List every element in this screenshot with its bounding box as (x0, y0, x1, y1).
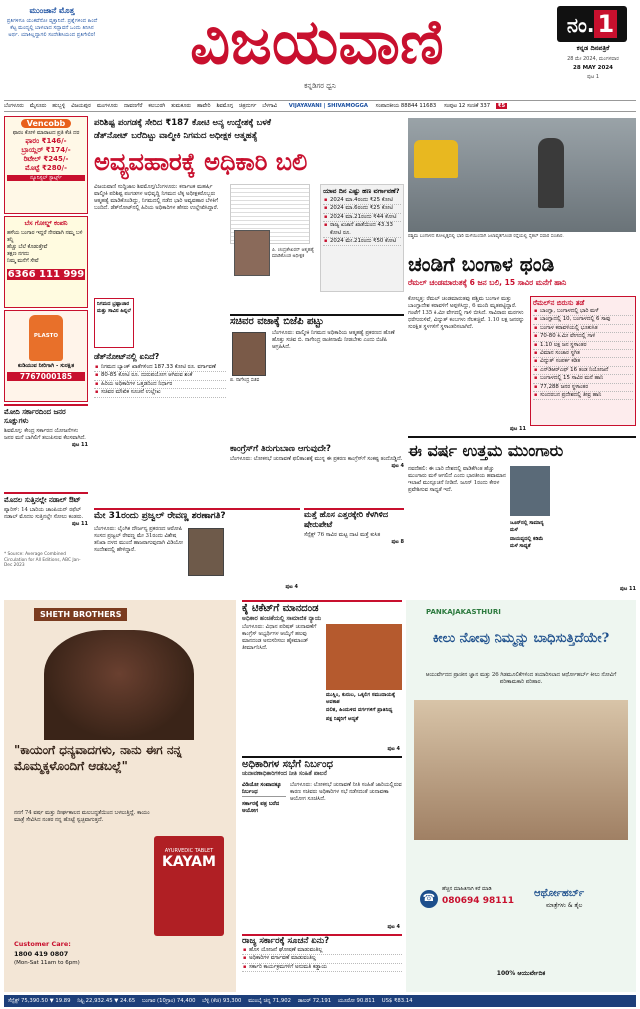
care-label: Customer Care: (14, 940, 71, 948)
gold-point-0: ಹಳೆಯ ಬಂಗಾರ ಇದ್ದರೆ ನೇರವಾಗಿ ನಮ್ಮ ಬಳಿ ತನ್ನಿ (7, 230, 83, 243)
gold-point-2: ತಕ್ಷಣ ನಗದು (7, 251, 30, 257)
ticker-item: ಯೂರೋ 90.811 (337, 998, 375, 1004)
cyclone-box-item: ▪ ವಿಮಾನ ಸಂಚಾರ ಸ್ಥಗಿತ (533, 350, 633, 358)
cyclone-photo-caption: ಪಶ್ಚಿಮ ಬಂಗಾಳದ ಕೋಲ್ಕತ್ತದಲ್ಲಿ ಭಾರಿ ಮಳೆಯಿಂದಾಗಿ ಜಲಾವೃತಗೊಂಡ ರಸ್ತೆಯಲ್ಲಿ ಸೈಕಲ್ ಸವಾರ ಸಂಚಾರ. (408, 234, 564, 239)
badge-one: 1 (594, 10, 617, 38)
nav-item[interactable]: ತುಮಕೂರು (171, 103, 191, 109)
sidebar-title: ನಿಗಮದ ಭ್ರಷ್ಟಾಚಾರ ಮತ್ತು ಸಾವಿನ ಹಿನ್ನಲೆ (97, 301, 131, 314)
ticker-item: ಡಾಲರ್ 72,191 (297, 998, 332, 1004)
cyclist-shape (538, 138, 564, 208)
kai-photo (326, 624, 402, 690)
officers-page: ಪುಟ 4 (387, 924, 400, 930)
cyclone-photo (408, 118, 636, 232)
city-list (4, 103, 283, 109)
kai-sub: ಅಧಿಕಾರ ಹಂಚಿಕೆಯಲ್ಲಿ ಸಾಮಾಜಿಕ ನ್ಯಾಯ (242, 615, 322, 622)
nav-item[interactable]: ಶಿವಮೊಗ್ಗ (216, 103, 233, 109)
masthead (0, 0, 640, 100)
nav-item[interactable]: ದಾವಣಗೆರೆ (123, 103, 143, 109)
pankaja-headline: ಕೀಲು ನೋವು ನಿಮ್ಮನ್ನು ಬಾಧಿಸುತ್ತಿದೆಯೇ? (432, 631, 610, 646)
kai-list-item: ಮುಸ್ಲಿಂ, ಕುರುಬ, ಒಕ್ಕಲಿಗ ಸಮುದಾಯಕ್ಕೆ ಅವಕಾಶ (326, 692, 396, 705)
gold-point-3: ನಿಮ್ಮ ಮನೆಗೆ ಸೇವೆ (7, 258, 39, 264)
deathnote-item: ▪ ಹಿರಿಯ ಅಧಿಕಾರಿಗಳ ಒತ್ತಡದಿಂದ ನಿರ್ಧಾರ (94, 381, 226, 389)
rajya-item: ▪ ಹೊಸ ಯೋಜನೆ ಘೋಷಣೆ ಮಾಡುವಂತಿಲ್ಲ (242, 947, 402, 955)
gold-phone: 6366 111 999 (7, 269, 85, 280)
cyclone-box-item: ▪ 70-80 ಕಿ.ಮೀ ವೇಗದಲ್ಲಿ ಗಾಳಿ (533, 333, 633, 341)
monsoon-body: ನವದೆಹಲಿ: ಈ ಬಾರಿ ದೇಶದಲ್ಲಿ ವಾಡಿಕೆಗಿಂತ ಹೆಚ್ಚು ಮುಂಗಾರು ಮಳೆ ಆಗಲಿದೆ ಎಂದು ಭಾರತೀಯ ಹವಾಮಾನ ಇಲಾಖೆ ಮುನ್ಸೂಚನೆ ನೀಡಿದೆ. ಜೂನ್ 1ರಂದು ಕೇರಳ ಪ್ರವೇಶಿಸುವ ಸಾಧ್ಯತೆ ಇದೆ. (408, 466, 506, 493)
cyclone-box (530, 296, 636, 426)
congress-body: ಬೆಂಗಳೂರು: ಲೋಕಸಭೆ ಚುನಾವಣೆ ಫಲಿತಾಂಶಕ್ಕೆ ಮುನ್ನ ಈ ಪ್ರಕರಣ ಕಾಂಗ್ರೆಸ್‌ಗೆ ಸಂಕಷ್ಟ ತಂದೊಡ್ಡಿದೆ. (230, 456, 403, 462)
prajwal-title: ಮೇ 31ರಂದು ಪ್ರಜ್ವಲ್ ರೇವಣ್ಣ ಶರಣಾಗತಿ? (94, 511, 226, 521)
deathnote-item: ▪ ನಿಗಮದ ಬ್ಯಾಂಕ್ ಖಾತೆಗಳಿಂದ 187.33 ಕೋಟಿ ರೂ. ವರ್ಗಾವಣೆ (94, 364, 226, 372)
brief-nadal-page: ಪುಟ 11 (71, 521, 88, 527)
transfer-item: ▪ 2024 ಮಾ.4ರಂದು ₹25 ಕೋಟಿ (323, 197, 401, 205)
transfer-item: ▪ ರಾಜ್ಯ ಖಜಾನೆ ಖಾತೆಯಿಂದ 43.33 ಕೋಟಿ ರೂ. (323, 222, 401, 238)
monsoon-bullet: ವಾಯವ್ಯದಲ್ಲಿ ಕಡಿಮೆ ಮಳೆ ಸಾಧ್ಯತೆ (510, 536, 544, 549)
market-body: ಸೆನ್ಸೆಕ್ಸ್ 76 ಸಾವಿರ ಮಟ್ಟ ದಾಟಿ ಮತ್ತೆ ಕುಸಿತ (304, 532, 381, 538)
monsoon-headline: ಈ ವರ್ಷ ಉತ್ತಮ ಮುಂಗಾರು (408, 436, 636, 462)
left-column (4, 116, 88, 591)
photo2-caption: ಬಿ. ನಾಗೇಂದ್ರ ಸಚಿವ (230, 378, 260, 383)
date-en: 28 MAY 2024 (573, 65, 613, 71)
brief-modi-title: ಮೋದಿ ಸರ್ಕಾರದಿಂದ ಜನರ ಸೂಕ್ಷುಗಳು (4, 408, 66, 425)
vencobb-note: ನ್ಯೂನಿಸ್ಟಲ್ ಸ್ಟಾರ್ಟ್ಸ್ (7, 175, 85, 181)
tank-phone: 7767000185 (7, 372, 85, 381)
nav-item[interactable]: ಮೈಸೂರು (29, 103, 47, 109)
congress-title: ಕಾಂಗ್ರೆಸ್‌ಗೆ ತಿರುಗುಬಾಣ ಆಗುವುದೇ? (230, 444, 331, 454)
source-note: * Source: Average Combined Circulation for All Editions, ABC Jan-Dec 2023 (4, 552, 81, 568)
cyclone-box-item: ▪ 1.10 ಲಕ್ಷ ಜನ ಸ್ಥಳಾಂತರ (533, 342, 633, 350)
nav-item[interactable]: ಚಿತ್ರದುರ್ಗ (238, 103, 257, 109)
rajya-item: ▪ ಸರ್ಕಾರಿ ಕಾರ್ಯಕ್ರಮಗಳಿಗೆ ಅನುಮತಿ ಕಡ್ಡಾಯ (242, 964, 402, 972)
cyclone-box-item: ▪ ಬಾಂಗ್ಲಾ, ಬಂಗಾಳದಲ್ಲಿ ಭಾರಿ ಮಳೆ (533, 308, 633, 316)
kayam-name: KAYAM (162, 854, 216, 870)
promo-brand: ಮುಂಜಾನೆ ಮೊತ್ತ (29, 6, 75, 15)
kai-body: ಬೆಂಗಳೂರು: ವಿಧಾನ ಪರಿಷತ್ ಚುನಾವಣೆಗೆ ಕಾಂಗ್ರೆಸ್ ಅಭ್ಯರ್ಥಿಗಳ ಆಯ್ಕೆಗೆ ಹಲವು ಮಾನದಂಡ ಅನುಸರಿಸಲು ಹೈಕಮಾಂಡ್ ತೀರ್ಮಾನಿಸಿದೆ. (242, 624, 317, 651)
vencobb-price-0: ಫಾರಂ ₹146/- (25, 137, 67, 145)
kayam-pack (154, 836, 224, 936)
pankaja-product-sub: ಮಾತ್ರೆಗಳು & ತೈಲ (546, 902, 583, 909)
promo-text: ಪ್ರತಿಗಳಿಗೂ ಯುಕವೆನೋ ವ್ಯಕ್ತಾನಿದೆ. ಪ್ರಶ್ನೆಗಳಿಂದ ಹಿಂದೆ ಕೆಟ್ಟ ಮಂದ್ಯಲ್ಲಿ ಬಾಳಲಾದ ಸದ್ಭಾವನೆ ಒಂದು ತಿನಿಸಿನ ಅರ್ಥ. ಯಾಕಿಲ್ಲದ್ದಾಗಲಿ ಸಂದೇಶಿಸಿಯಂದ ಪ್ರತಿಗೇಲಿರ! (6, 18, 98, 38)
kai-list-item: ದಲಿತ, ಹಿಂದುಳಿದ ವರ್ಗಗಳಿಗೆ ಪ್ರಾತಿನಿಧ್ಯ (326, 707, 393, 713)
cyclone-box-item: ▪ 77,288 ಜನರ ಸ್ಥಳಾಂತರ (533, 384, 633, 392)
woman-photo (44, 630, 194, 740)
deathnote-title: ಡೆತ್‌ನೋಟ್‌ನಲ್ಲಿ ಏನಿದೆ? (94, 352, 160, 361)
cyclone-subhead: ರೆಮಲ್ ಚಂಡಮಾರುತಕ್ಕೆ 6 ಜನ ಬಲಿ, 15 ಸಾವಿರ ಮನೆಗೆ ಹಾನಿ (408, 278, 567, 287)
lead-body: ವಿಜಯವಾಣಿ ಸುದ್ದಿಜಾಲ ಶಿವಮೊಗ್ಗ/ಬೆಂಗಳೂರು: ಕರ್ನಾಟಕ ಮಹರ್ಷಿ ವಾಲ್ಮೀಕಿ ಪರಿಶಿಷ್ಟ ಪಂಗಡಗಳ ಅಭಿವೃದ್ಧಿ ನಿಗಮದ ಲೆಕ್ಕ ಅಧೀಕ್ಷಕರೊಬ್ಬರು ಆತ್ಮಹತ್ಯೆ ಮಾಡಿಕೊಂಡಿದ್ದು, ನಿಗಮದಲ್ಲಿ ನಡೆದ ಭಾರಿ ಅವ್ಯವಹಾರ ಬೆಳಕಿಗೆ ಬಂದಿದೆ. ಡೆತ್‌ನೋಟ್‌ನಲ್ಲಿ ಹಿರಿಯ ಅಧಿಕಾರಿಗಳ ಹೆಸರು ಉಲ್ಲೇಖಿಸಿದ್ದಾರೆ. (94, 184, 219, 211)
vencobb-price-3: ಮೊಟ್ಟೆ ₹280/- (25, 164, 67, 172)
masthead-title: ವಿಜಯವಾಣಿ (190, 5, 444, 78)
brief-modi (4, 404, 88, 492)
vencobb-price-2: ರಿಟೇಲ್ ₹245/- (23, 155, 69, 163)
tank-brand: PLASTO (33, 333, 59, 339)
prajwal-body: ಬೆಂಗಳೂರು: ಲೈಂಗಿಕ ದೌರ್ಜನ್ಯ ಪ್ರಕರಣದ ಆರೋಪಿ ಸಂಸದ ಪ್ರಜ್ವಲ್ ರೇವಣ್ಣ ಮೇ 31ರಂದು ವಿಶೇಷ ತನಿಖಾ ದಳದ ಮುಂದೆ ಹಾಜರಾಗುವುದಾಗಿ ವಿಡಿಯೋ ಸಂದೇಶದಲ್ಲಿ ಹೇಳಿದ್ದಾರೆ. (94, 526, 183, 553)
deathnote-box (94, 352, 226, 442)
cyclone-headline: ಚಂಡಿಗೆ ಬಂಗಾಳ ಥಂಡಿ (408, 252, 555, 276)
kai-page: ಪುಟ 4 (387, 746, 400, 752)
market-story (304, 508, 404, 592)
cyclone-box-item: ▪ ಸುಂದರಬನ ಪ್ರದೇಶದಲ್ಲಿ ತೀವ್ರ ಹಾನಿ (533, 392, 633, 400)
monsoon-bullets (510, 520, 550, 580)
official-photo (234, 230, 270, 276)
transfer-box (230, 184, 404, 292)
transfer-item: ▪ 2024 ಮಾ.6ರಂದು ₹25 ಕೋಟಿ (323, 205, 401, 213)
phone-icon: ☎ (420, 890, 438, 908)
vencobb-brand: Vencobb (21, 119, 71, 128)
badge-no: ನಂ. (566, 13, 595, 37)
taxi-shape (414, 140, 458, 178)
nav-item[interactable]: ವಿಜಯಪುರ (71, 103, 91, 109)
transfer-item: ▪ 2024 ಮಾ.21ರಂದು ₹44 ಕೋಟಿ (323, 214, 401, 222)
lead-headline: ಅವ್ಯವಹಾರಕ್ಕೆ ಅಧಿಕಾರಿ ಬಲಿ (94, 147, 308, 176)
deathnote-item: ▪ ಸಚಿವರ ಮೌಖಿಕ ಸೂಚನೆ ಉಲ್ಲೇಖ (94, 389, 226, 397)
sheth-ad (4, 600, 236, 992)
nav-item[interactable]: ಮಂಗಳೂರು (96, 103, 118, 109)
lead-kicker-2: ಡೆತ್‌ನೋಟ್ ಬರೆದಿಟ್ಟು ವಾಲ್ಮೀಕಿ ನಿಗಮದ ಅಧೀಕ್ಷಕ ಆತ್ಮಹತ್ಯೆ (94, 131, 258, 141)
transfer-item: ▪ 2024 ಮೇ.21ರಂದು ₹50 ಕೋಟಿ (323, 238, 401, 246)
nav-item[interactable]: ಕಲಬುರಗಿ (148, 103, 166, 109)
officers-sub: ಚುನಾವಣಾಧಿಕಾರಿಗಳಿಂದ ನೀತಿ ಸಂಹಿತೆ ಪಾಲನೆ (242, 771, 327, 777)
lead-page: ಪುಟ 4 (391, 463, 404, 469)
brief-modi-text: ಶಿವಮೊಗ್ಗ: ಕೇಂದ್ರ ಸರ್ಕಾರದ ಯೋಜನೆಗಳು ಜನರ ಮನೆ ಬಾಗಿಲಿಗೆ ತಲುಪಿಸುವ ಕೆಲಸವಾಗಿದೆ. (4, 428, 86, 441)
pankaja-text: ಆಯುರ್ವೇದದ ಪ್ರಾಚೀನ ಜ್ಞಾನ ಮತ್ತು 26 ಗಿಡಮೂಲಿಕೆಗಳಿಂದ ತಯಾರಿಸಲಾದ ಆರ್ಥೋಹರ್ಬ್ ಕೀಲು ನೋವಿಗೆ ಪರಿಣಾಮಕಾರಿ ಪರಿಹಾರ. (425, 672, 617, 685)
officers-side (242, 782, 286, 815)
kai-list (326, 692, 402, 722)
ticker-item: ಬಂಗಾರ (10ಗ್ರಾಂ) 74,400 (141, 998, 196, 1004)
pankaja-product: ಆರ್ಥೋಹರ್ಬ್ (534, 888, 585, 899)
cyclone-box-title: ರೆಮಲ್‌ನ ಬಿರುಸು ತಡೆ (533, 299, 585, 307)
tagline: ಕನ್ನಡ ದಿನಪತ್ರಿಕೆ (576, 44, 610, 52)
monsoon-photo (510, 466, 550, 516)
cyclone-box-item: ▪ ವಿದ್ಯುತ್ ಸಂಪರ್ಕ ಕಡಿತ (533, 358, 633, 366)
vencobb-price-1: ಬ್ರಾಯ್ಲರ್ ₹174/- (21, 146, 71, 154)
pankaja-phone-label: ಹೆಚ್ಚಿನ ಮಾಹಿತಿಗಾಗಿ ಕರೆ ಮಾಡಿ (442, 886, 492, 892)
ticker-item: US$ ₹83.14 (381, 998, 413, 1004)
cyclone-box-list (533, 308, 633, 400)
vencobb-ad (4, 116, 88, 214)
market-title: ಮತ್ತೆ ಹೊಸ ಎತ್ತರಕ್ಕೇರಿ ಕೆಳಗಿಳಿದ ಷೇರುಪೇಟೆ (304, 510, 389, 529)
pankaja-brand: PANKAJAKASTHURI (426, 608, 501, 616)
prajwal-story (94, 508, 300, 592)
issue-info: ಸಂಪುಟ 12 ಸಂಚಿಕೆ 337 (443, 103, 491, 109)
phone-label: ಸಂಪಾದಕೀಯ 88844 11683 (375, 103, 437, 109)
edition-bar (4, 100, 636, 112)
deathnote-item: ▪ 80-85 ಕೋಟಿ ರೂ. ದುರುಪಯೋಗ ಆಗಿರುವ ಶಂಕೆ (94, 372, 226, 380)
sachiva-body: ಬೆಂಗಳೂರು: ವಾಲ್ಮೀಕಿ ನಿಗಮದ ಅಧಿಕಾರಿಯ ಆತ್ಮಹತ್ಯೆ ಪ್ರಕರಣದ ಹೊಣೆ ಹೊತ್ತು ಸಚಿವ ಬಿ. ನಾಗೇಂದ್ರ ರಾಜೀನಾಮೆ ನೀಡಬೇಕು ಎಂದು ಬಿಜೆಪಿ ಆಗ್ರಹಿಸಿದೆ. (272, 330, 395, 350)
brief-nadal-title: ಮೊದಲ ಸುತ್ತಿನಲ್ಲೇ ನಡಾಲ್ ಔಟ್ (4, 496, 81, 504)
market-page: ಪುಟ 8 (391, 539, 404, 545)
officers-side-item: ವಿಡಿಯೋ ಸಂವಾದಕ್ಕೂ ನಿರ್ಬಂಧ (242, 782, 286, 797)
ticker-item: ಮುಂಬೈ ಚಿನ್ನ 71,902 (248, 998, 291, 1004)
price: ₹5 (497, 103, 506, 109)
cyclone-page: ಪುಟ 11 (509, 426, 526, 432)
cyclone-box-item: ▪ ಬಂಗಾಳದಲ್ಲಿ 15 ಸಾವಿರ ಮನೆ ಹಾನಿ (533, 375, 633, 383)
cyclone-body: ಕೋಲ್ಕತ್ತ: ರೆಮಲ್ ಚಂಡಮಾರುತವು ಪಶ್ಚಿಮ ಬಂಗಾಳ ಮತ್ತು ಬಾಂಗ್ಲಾದೇಶ ಕರಾವಳಿಗೆ ಅಪ್ಪಳಿಸಿದ್ದು, 6 ಮಂದಿ ಮೃತಪಟ್ಟಿದ್ದಾರೆ. ಗಂಟೆಗೆ 135 ಕಿ.ಮೀ ವೇಗದಲ್ಲಿ ಗಾಳಿ ಬೀಸಿದೆ. ಸಾವಿರಾರು ಮರಗಳು ಧರೆಗುರುಳಿವೆ, ವಿದ್ಯುತ್ ಕಂಬಗಳು ನೆಲಕಚ್ಚಿವೆ. 1.10 ಲಕ್ಷ ಜನರನ್ನು ಸುರಕ್ಷಿತ ಸ್ಥಳಗಳಿಗೆ ಸ್ಥಳಾಂತರಿಸಲಾಗಿದೆ. (408, 296, 525, 330)
lead-kicker: ಪರಿಶಿಷ್ಟ ಪಂಗಡಕ್ಕೆ ಸೇರಿದ ₹187 ಕೋಟಿ ಅನ್ಯ ಉದ್ದೇಶಕ್ಕೆ ಬಳಕೆ (94, 118, 272, 128)
cyclone-box-item: ▪ ಬಂಗಾಳ ಕರಾವಳಿಯಲ್ಲಿ ಭೂಕುಸಿತ (533, 325, 633, 333)
transfer-panel (320, 184, 404, 292)
sheth-text: ನನಗೆ 74 ವರ್ಷ ಮತ್ತು ದೀರ್ಘಕಾಲದ ಮಲಬದ್ಧತೆಯಿಂದ ಬಳಲುತ್ತಿದ್ದೆ. ಕಾಯಂ ಮಾತ್ರೆ ಸೇವಿಸಿದ ನಂತರ ನನ್ನ ಹೊಟ್ಟೆ ಸ್ವಚ್ಛವಾಗುತ್ತದೆ. (14, 810, 150, 823)
officers-body: ಬೆಂಗಳೂರು: ಲೋಕಸಭೆ ಚುನಾವಣೆ ನೀತಿ ಸಂಹಿತೆ ಜಾರಿಯಲ್ಲಿರುವ ಕಾರಣ ಸಚಿವರು ಅಧಿಕಾರಿಗಳ ಸಭೆ ನಡೆಸದಂತೆ ಚುನಾವಣಾ ಆಯೋಗ ಸೂಚಿಸಿದೆ. (290, 782, 402, 802)
nav-item[interactable]: ಬೆಂಗಳೂರು (4, 103, 24, 109)
monsoon-body-2 (554, 466, 636, 586)
gold-title: ಬೆಸ ಗೋಲ್ಡ್ ಕಂಪನಿ (24, 219, 68, 227)
kai-list-item: ಪಕ್ಷ ನಿಷ್ಠರಿಗೆ ಆದ್ಯತೆ (326, 715, 359, 722)
date-kn: 28 ಮೇ 2024, ಮಂಗಳವಾರ (567, 56, 619, 62)
gold-ad (4, 216, 88, 308)
transfer-list (323, 197, 401, 246)
rajya-story (242, 934, 402, 992)
congress-story (230, 444, 404, 494)
kai-headline: ಕೈ ಟಿಕೆಟ್‌ಗೆ ಮಾನದಂಡ (242, 600, 402, 615)
brief-nadal-text: ಪ್ಯಾರಿಸ್: 14 ಬಾರಿಯ ಚಾಂಪಿಯನ್ ರಫೆಲ್ ನಡಾಲ್ ಮೊದಲ ಸುತ್ತಿನಲ್ಲೇ ಸೋಲು ಕಂಡರು. (4, 507, 84, 520)
pages: ಪುಟ 1 (586, 74, 600, 80)
sheth-brand: SHETH BROTHERS (34, 608, 127, 621)
care-phone: 1800 419 0807 (14, 950, 69, 958)
pankaja-ad (406, 600, 636, 992)
number-one-badge (557, 6, 627, 42)
pankaja-footer: 100% ಆಯುರ್ವೇದಿಕ (496, 970, 546, 977)
officers-headline: ಅಧಿಕಾರಿಗಳ ಸಭೆಗೆ ನಿರ್ಬಂಧ (242, 756, 402, 771)
tank-ad (4, 310, 88, 402)
tank-slogan: ಕುಡಿಯುವ ನೀರಿಗಾಗಿ - ಸುರಕ್ಷಿತ (17, 363, 75, 369)
ticker-item: ಬೆಳ್ಳಿ (ಕೆಜಿ) 93,300 (202, 998, 242, 1004)
deathnote-list (94, 364, 226, 398)
monsoon-page: ಪುಟ 11 (619, 586, 636, 592)
brief-modi-page: ಪುಟ 11 (71, 442, 88, 448)
officers-story (242, 756, 402, 932)
nav-item[interactable]: ಬೆಳಗಾವಿ (262, 103, 278, 109)
prajwal-page: ಪುಟ 4 (285, 584, 298, 590)
rajya-headline: ರಾಜ್ಯ ಸರ್ಕಾರಕ್ಕೆ ಸೂಚನೆ ಏನು? (242, 934, 402, 947)
pankaja-phone: 080694 98111 (442, 896, 515, 906)
nav-item[interactable]: ಹಾವೇರಿ (196, 103, 211, 109)
vencobb-text: ಫಾರಂ ಕೋಳಿ ಮಾರಾಟದ ಪ್ರತಿ ಕೆಜಿ ದರ (12, 130, 80, 136)
kai-story (242, 600, 402, 752)
ticker-item: ನಿಫ್ಟಿ 22,932.45 ▼ 24.65 (77, 998, 136, 1004)
sidebar-box (94, 298, 134, 348)
sachiva-title: ಸಚಿವರ ವಜಾಕ್ಕೆ ಬಿಜೆಪಿ ಪಟ್ಟು (230, 314, 404, 328)
cyclone-box-item: ▪ ಎನ್‌ಡಿಆರ್‌ಎಫ್ 16 ತಂಡ ನಿಯೋಜನೆ (533, 367, 633, 375)
officers-side-item: ಸರ್ಕಾರಕ್ಕೆ ಪತ್ರ ಬರೆದ ಆಯೋಗ (242, 801, 280, 814)
care-hours: (Mon-Sat 11am to 6pm) (14, 960, 80, 966)
kayam-sub: AYURVEDIC TABLET (164, 848, 214, 854)
promo-box (6, 6, 98, 88)
market-ticker (4, 995, 636, 1007)
minister-photo (232, 332, 266, 376)
brief-nadal (4, 492, 88, 552)
rajya-item: ▪ ಅಧಿಕಾರಿಗಳ ವರ್ಗಾವಣೆ ಮಾಡುವಂತಿಲ್ಲ (242, 955, 402, 963)
sheth-quote: "ಕಾಯಂಗೆ ಧನ್ಯವಾದಗಳು, ನಾನು ಈಗ ನನ್ನ ಮೊಮ್ಮಕ್ಕಳೊಂದಿಗೆ ಆಡಬಲ್ಲೆ" (14, 743, 182, 773)
prajwal-photo (188, 528, 224, 576)
sachiva-story (230, 314, 404, 438)
masthead-subtitle: ಕನ್ನಡಿಗರ ಧ್ವನಿ (304, 82, 336, 90)
couple-photo (414, 700, 628, 840)
gold-point-1: ಹೆಚ್ಚು ಬೆಲೆ ಕೊಡುತ್ತೇವೆ (7, 244, 48, 250)
tank-graphic (29, 315, 63, 361)
rajya-list (242, 947, 402, 972)
edition-city: VIJAYAVANI | SHIVAMOGGA (288, 103, 368, 109)
cyclone-box-item: ▪ ಬಾಂಗ್ಲಾದಲ್ಲಿ 10, ಬಂಗಾಳದಲ್ಲಿ 6 ಸಾವು (533, 316, 633, 324)
photo1-caption: ಪಿ. ಚಂದ್ರಶೇಖರನ್ ಆತ್ಮಹತ್ಯೆ ಮಾಡಿಕೊಂಡ ಅಧೀಕ್ಷಕ (272, 248, 315, 259)
nav-item[interactable]: ಹುಬ್ಬಳ್ಳಿ (52, 103, 66, 109)
ticker-item: ಸೆನ್ಸೆಕ್ಸ್ 75,390.50 ▼ 19.89 (8, 998, 71, 1004)
monsoon-bullet: ಜೂನ್‌ನಲ್ಲಿ ಸಾಮಾನ್ಯ ಮಳೆ (510, 520, 544, 533)
transfer-title: ಯಾವ ದಿನ ಎಷ್ಟು ಹಣ ವರ್ಗಾವಣೆ? (323, 187, 400, 195)
